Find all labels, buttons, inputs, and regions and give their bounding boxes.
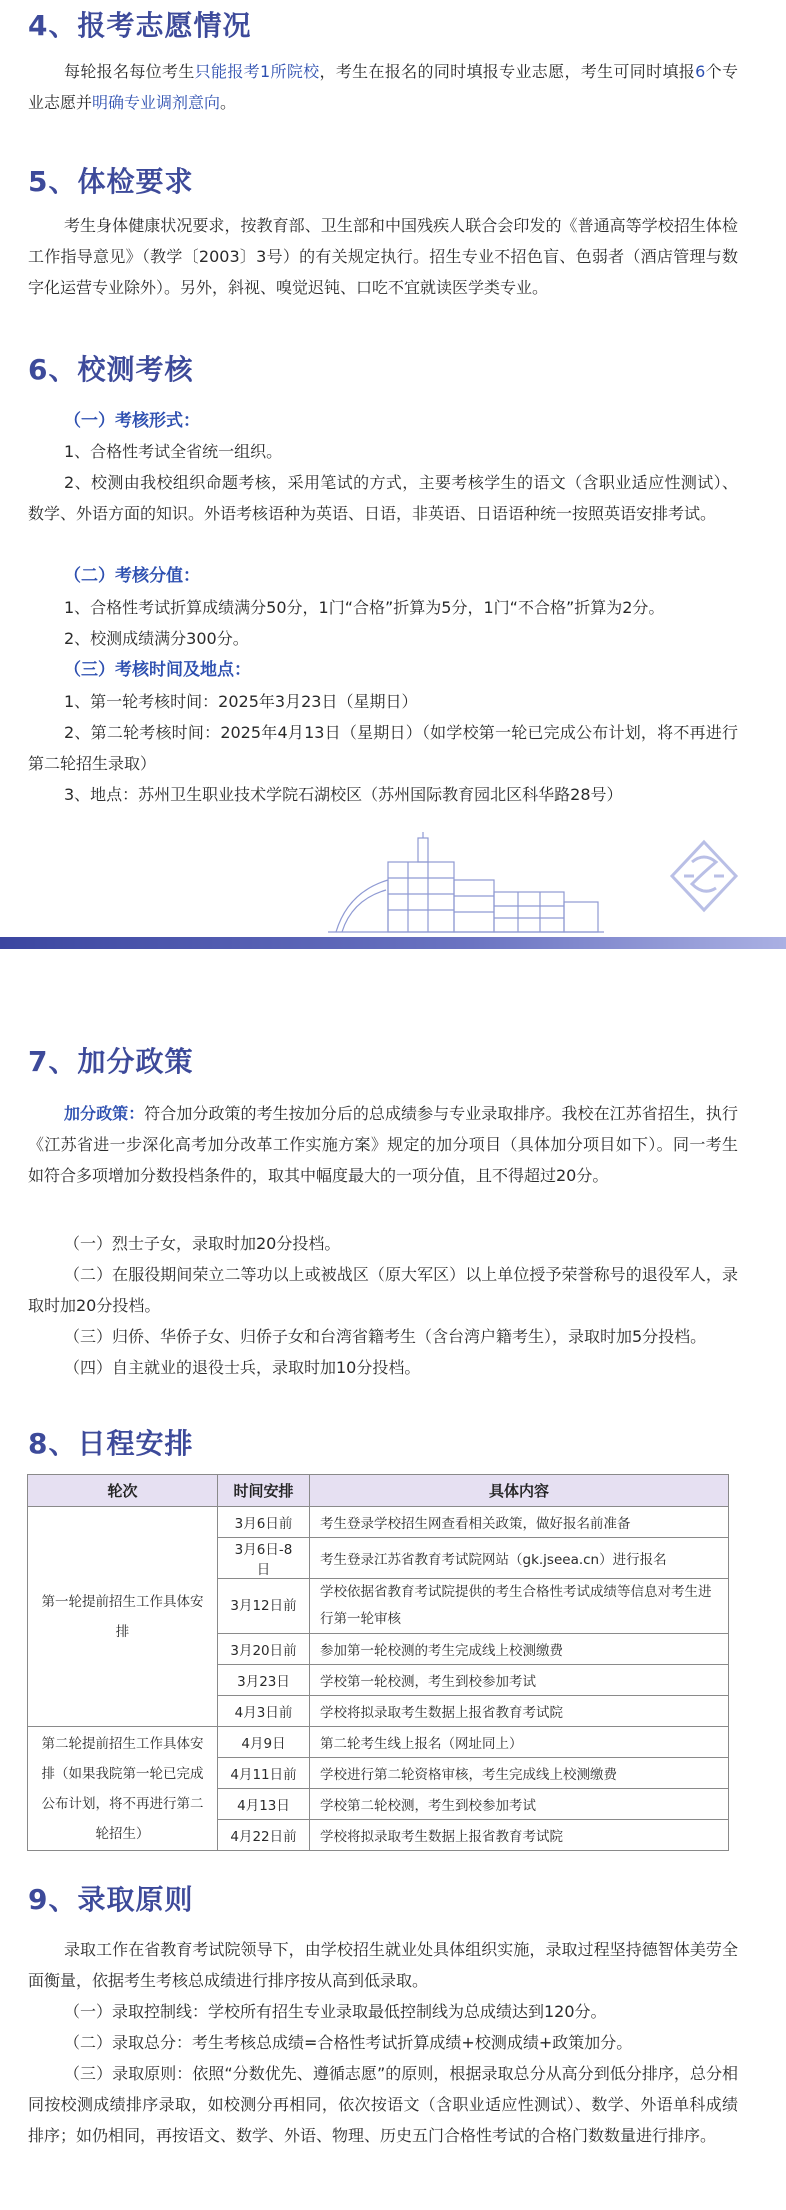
section-6-item: 2、校测由我校组织命题考核，采用笔试的方式，主要考核学生的语文（含职业适应性测试）、数学、外语方面的知识。外语考核语种为英语、日语，非英语、日语语种统一按照英语安排考试。 bbox=[28, 473, 738, 523]
content-cell: 参加第一轮校测的考生完成线上校测缴费 bbox=[310, 1634, 729, 1665]
section-8-title: 8、日程安排 bbox=[28, 1427, 194, 1460]
content-cell: 学校将拟录取考生数据上报省教育考试院 bbox=[310, 1696, 729, 1727]
header-time: 时间安排 bbox=[218, 1475, 310, 1507]
school-emblem-watermark bbox=[664, 836, 744, 916]
section-6-item: 2、第二轮考核时间：2025年4月13日（星期日）（如学校第一轮已完成公布计划，将不再进行第二轮招生录取） bbox=[28, 723, 738, 773]
time-cell: 4月9日 bbox=[218, 1727, 310, 1758]
section-6-sub-time: （三）考核时间及地点： bbox=[64, 660, 251, 680]
header-round: 轮次 bbox=[28, 1475, 218, 1507]
section-6-item: 3、地点：苏州卫生职业技术学院石湖校区（苏州国际教育园北区科华路28号） bbox=[64, 785, 623, 804]
content-cell: 学校第二轮校测，考生到校参加考试 bbox=[310, 1789, 729, 1820]
content-cell: 考生登录学校招生网查看相关政策，做好报名前准备 bbox=[310, 1507, 729, 1538]
header-content: 具体内容 bbox=[310, 1475, 729, 1507]
content-cell: 学校将拟录取考生数据上报省教育考试院 bbox=[310, 1820, 729, 1851]
round-2-cell: 第二轮提前招生工作具体安排（如果我院第一轮已完成公布计划，将不再进行第二轮招生） bbox=[28, 1727, 218, 1851]
time-cell: 3月6日前 bbox=[218, 1507, 310, 1538]
campus-building-illustration bbox=[328, 832, 604, 936]
content-cell: 学校依据省教育考试院提供的考生合格性考试成绩等信息对考生进行第一轮审核 bbox=[310, 1579, 729, 1634]
schedule-table bbox=[27, 1474, 729, 1851]
content-cell: 学校第一轮校测，考生到校参加考试 bbox=[310, 1665, 729, 1696]
time-cell: 3月6日-8日 bbox=[218, 1538, 310, 1579]
time-cell: 4月22日前 bbox=[218, 1820, 310, 1851]
section-6-sub-form: （一）考核形式： bbox=[64, 411, 200, 431]
section-4-title: 4、报考志愿情况 bbox=[28, 9, 252, 42]
time-cell: 3月23日 bbox=[218, 1665, 310, 1696]
time-cell: 4月13日 bbox=[218, 1789, 310, 1820]
highlight-one-school: 只能报考1所院校 bbox=[194, 62, 320, 81]
section-7-item: （二）在服役期间荣立二等功以上或被战区（原大军区）以上单位授予荣誉称号的退役军人，录取时加20分投档。 bbox=[28, 1265, 738, 1315]
section-9-title: 9、录取原则 bbox=[28, 1883, 194, 1916]
section-7-item: （一）烈士子女，录取时加20分投档。 bbox=[64, 1234, 341, 1253]
section-6-item: 1、合格性考试全省统一组织。 bbox=[64, 442, 283, 461]
bonus-policy-lead: 加分政策： bbox=[64, 1104, 145, 1123]
section-6-title: 6、校测考核 bbox=[28, 353, 194, 386]
section-5-title: 5、体检要求 bbox=[28, 165, 194, 198]
section-6-item: 2、校测成绩满分300分。 bbox=[64, 629, 249, 648]
content-cell: 第二轮考生线上报名（网址同上） bbox=[310, 1727, 729, 1758]
section-6-item: 1、合格性考试折算成绩满分50分，1门“合格”折算为5分，1门“不合格”折算为2分。 bbox=[64, 598, 665, 617]
section-6-item: 1、第一轮考核时间：2025年3月23日（星期日） bbox=[64, 692, 418, 711]
table-row bbox=[28, 1507, 729, 1538]
section-5-paragraph: 考生身体健康状况要求，按教育部、卫生部和中国残疾人联合会印发的《普通高等学校招生体检工作指导意见》（教学〔2003〕3号）的有关规定执行。招生专业不招色盲、色弱者（酒店管理与数字化运营专业除外）。另外，斜视、嗅觉迟钝、口吃不宜就读医学类专业。 bbox=[28, 216, 738, 297]
highlight-adjust: 明确专业调剂意向 bbox=[92, 93, 221, 112]
section-9-item: （一）录取控制线：学校所有招生专业录取最低控制线为总成绩达到120分。 bbox=[64, 2002, 607, 2021]
content-cell: 学校进行第二轮资格审核，考生完成线上校测缴费 bbox=[310, 1758, 729, 1789]
time-cell: 3月20日前 bbox=[218, 1634, 310, 1665]
round-1-cell: 第一轮提前招生工作具体安排 bbox=[28, 1507, 218, 1727]
section-divider-bar bbox=[0, 937, 786, 949]
time-cell: 4月3日前 bbox=[218, 1696, 310, 1727]
table-header-row bbox=[28, 1475, 729, 1507]
table-row bbox=[28, 1727, 729, 1758]
time-cell: 4月11日前 bbox=[218, 1758, 310, 1789]
content-cell: 考生登录江苏省教育考试院网站（gk.jseea.cn）进行报名 bbox=[310, 1538, 729, 1579]
section-9-paragraph: 录取工作在省教育考试院领导下，由学校招生就业处具体组织实施，录取过程坚持德智体美劳全面衡量，依据考生考核总成绩进行排序按从高到低录取。 bbox=[28, 1940, 738, 1990]
section-7-item: （四）自主就业的退役士兵，录取时加10分投档。 bbox=[64, 1358, 421, 1377]
section-9-item: （三）录取原则：依照“分数优先、遵循志愿”的原则，根据录取总分从高分到低分排序，总分相同按校测成绩排序录取，如校测分再相同，依次按语文（含职业适应性测试）、数学、外语单科成绩排序；如仍相同，再按语文、数学、外语、物理、历史五门合格性考试的合格门数数量进行排序。 bbox=[28, 2064, 738, 2145]
highlight-six: 6 bbox=[695, 62, 706, 81]
time-cell: 3月12日前 bbox=[218, 1579, 310, 1634]
section-6-sub-score: （二）考核分值： bbox=[64, 566, 200, 586]
section-4-paragraph: 每轮报名每位考生只能报考1所院校，考生在报名的同时填报专业志愿，考生可同时填报6个专业志愿并明确专业调剂意向。 bbox=[28, 62, 738, 112]
section-7-title: 7、加分政策 bbox=[28, 1045, 194, 1078]
section-7-item: （三）归侨、华侨子女、归侨子女和台湾省籍考生（含台湾户籍考生），录取时加5分投档。 bbox=[64, 1327, 707, 1346]
section-7-paragraph: 加分政策：符合加分政策的考生按加分后的总成绩参与专业录取排序。我校在江苏省招生，执行《江苏省进一步深化高考加分改革工作实施方案》规定的加分项目（具体加分项目如下）。同一考生如符合多项增加分数投档条件的，取其中幅度最大的一项分值，且不得超过20分。 bbox=[28, 1104, 738, 1185]
section-9-item: （二）录取总分：考生考核总成绩=合格性考试折算成绩+校测成绩+政策加分。 bbox=[64, 2033, 633, 2052]
